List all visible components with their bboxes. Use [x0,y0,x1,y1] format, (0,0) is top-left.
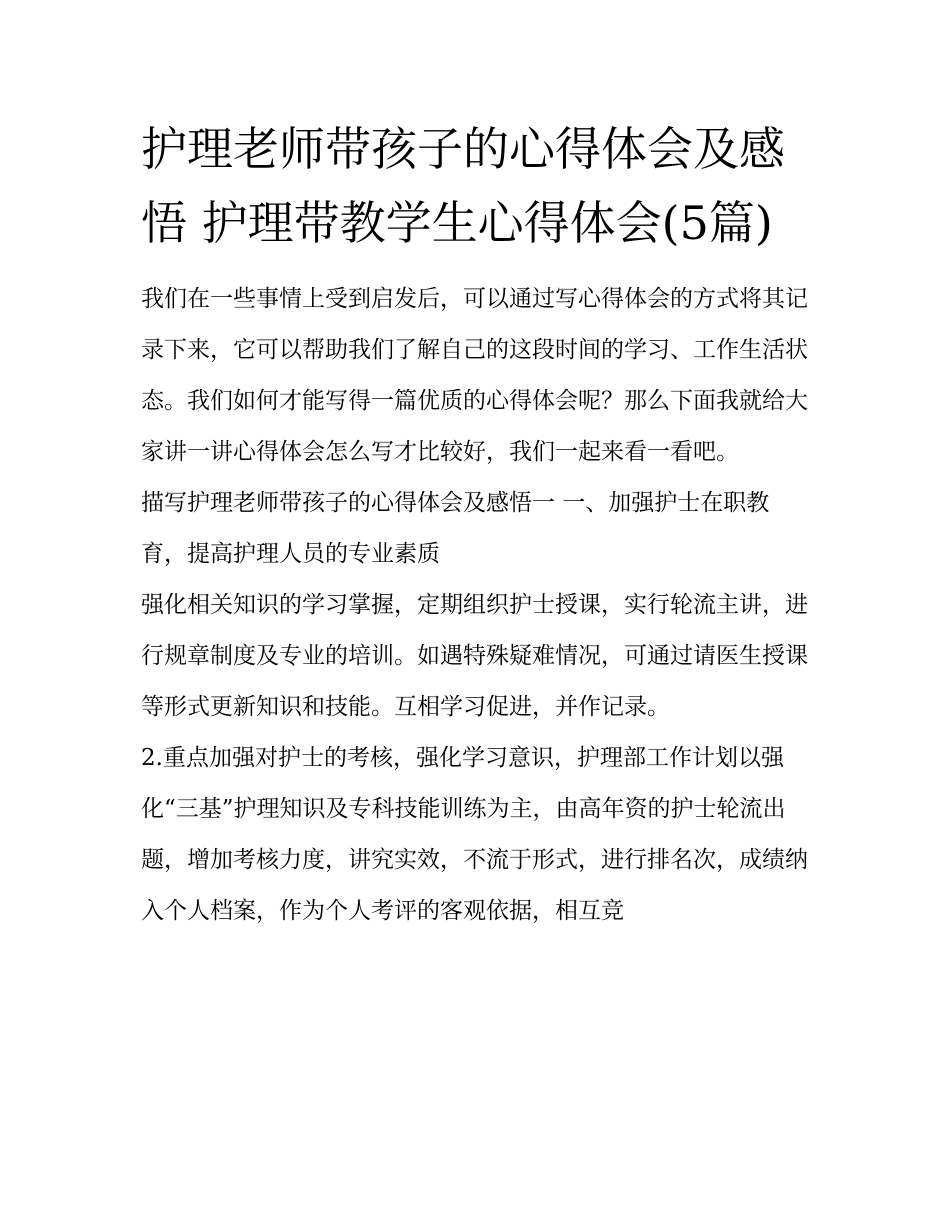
paragraph-training: 强化相关知识的学习掌握，定期组织护士授课，实行轮流主讲，进行规章制度及专业的培训。如遇特殊疑难情况，可通过请医生授课等形式更新知识和技能。互相学习促进，并作记录。 [141,592,808,720]
paragraph-assessment: 2.重点加强对护士的考核，强化学习意识，护理部工作计划以强化“三基”护理知识及专科技能训练为主，由高年资的护士轮流出题，增加考核力度，讲究实效，不流于形式，进行排名次，成绩纳入个人档案，作为个人考评的客观依据，相互竞 [141,745,808,924]
paragraph-section-heading: 描写护理老师带孩子的心得体会及感悟一 一、加强护士在职教育，提高护理人员的专业素质 [141,490,770,567]
document-title: 护理老师带孩子的心得体会及感悟 护理带教学生心得体会(5篇) [141,122,785,250]
document-page [141,112,813,937]
paragraph-intro: 我们在一些事情上受到启发后，可以通过写心得体会的方式将其记录下来，它可以帮助我们了解自己的这段时间的学习、工作生活状态。我们如何才能写得一篇优质的心得体会呢？那么下面我就给大家讲一讲心得体会怎么写才比较好，我们一起来看一看吧。 [141,286,808,465]
